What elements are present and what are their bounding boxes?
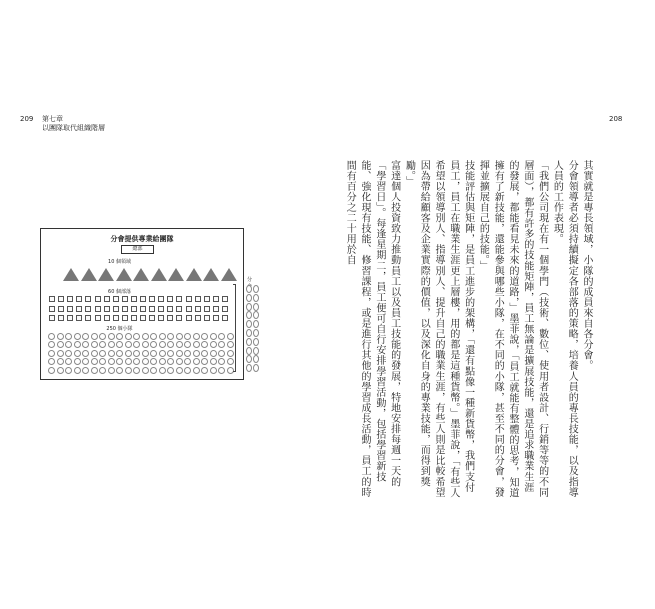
squad-circle — [176, 333, 183, 340]
squad-circle — [167, 350, 174, 357]
tribe-square — [58, 296, 64, 302]
tribe-square — [131, 296, 137, 302]
squad-circle — [91, 358, 98, 365]
squad-circle — [142, 333, 149, 340]
domain-triangle — [186, 268, 202, 281]
squad-circle — [184, 341, 191, 348]
squad-circle — [150, 350, 157, 357]
tribe-square — [131, 306, 137, 312]
squad-circle — [218, 358, 225, 365]
tribe-square — [49, 306, 55, 312]
squad-circle — [108, 341, 115, 348]
body-paragraph: 技能評估與矩陣，是員工進步的架構，「還有點像一種新貨幣，我們支付員工，員工在職業生涯更上層樓，用的都是這種貨幣。」墨菲說，「有些人希望以領導別人、指導別人、提升自己的職業生涯，有些人則是比較希望因為帶給顧客及企業實際的價值，以及深化自身的專業技能，而得到獎勵。」 — [403, 160, 474, 499]
squad-circle — [142, 341, 149, 348]
squad-circle — [116, 333, 123, 340]
squad-circle — [142, 350, 149, 357]
chapters-label: 分 — [247, 277, 253, 283]
body-paragraph: 「我們公司現在有一個學門（技術、數位、使用者設計、行銷等等的不同層面），都有許多的技能矩陣，員工無論是擴展技能，還是追求職業生涯的發展，都能看見未來的道路，」墨菲說，「員工就能有整體的思考，知道擁有了新技能，還能參與哪些小隊，在不同的小隊，甚至不同的分會，發揮並擴展自己的技能。」 — [477, 160, 548, 499]
chapter-oval — [253, 329, 259, 337]
tribe-square — [158, 296, 164, 302]
tribe-square — [149, 296, 155, 302]
tribe-square — [204, 306, 210, 312]
squad-circle — [184, 367, 191, 374]
squad-circle — [210, 333, 217, 340]
tribe-square — [149, 315, 155, 321]
tribe-square — [85, 296, 91, 302]
chapter-oval — [253, 347, 259, 355]
chapters-column — [246, 285, 260, 373]
squad-circle — [176, 341, 183, 348]
squad-circle — [176, 358, 183, 365]
squad-circle — [125, 367, 132, 374]
squad-circle — [99, 341, 106, 348]
squad-circle — [48, 350, 55, 357]
squad-circle — [150, 333, 157, 340]
squad-circle — [57, 367, 64, 374]
squad-circle — [57, 341, 64, 348]
squad-circle — [201, 350, 208, 357]
diagram-title: 分會提供專業給團隊 — [110, 235, 174, 243]
domain-triangle — [81, 268, 97, 281]
domain-triangle — [221, 268, 237, 281]
tribe-square — [195, 315, 201, 321]
squad-circle — [116, 358, 123, 365]
squad-circle — [218, 333, 225, 340]
squad-circle — [57, 358, 64, 365]
chapter-oval — [253, 355, 259, 363]
squad-circle — [91, 350, 98, 357]
squad-circle — [201, 367, 208, 374]
squad-circle — [116, 350, 123, 357]
domain-triangle — [168, 268, 184, 281]
tribe-square — [167, 315, 173, 321]
body-paragraph: 富達個人投資致力推動員工以及員工技能的發展，特地安排每週一天的「學習日」。每逢星期二，員工便可自行安排學習活動，包括學習新技能、強化現有技能、修習課程，或是進行其他的學習成長活動，員工的時間有百分之二十用於自 — [344, 160, 400, 498]
squad-circle — [82, 341, 89, 348]
squad-circle — [150, 367, 157, 374]
squad-circle — [74, 341, 81, 348]
squad-circle — [125, 350, 132, 357]
squad-circle — [82, 333, 89, 340]
tribe-square — [49, 296, 55, 302]
chapter-oval — [253, 285, 259, 293]
chapter-oval — [246, 285, 252, 293]
chapter-oval — [246, 364, 252, 372]
tribe-square — [222, 296, 228, 302]
tribe-square — [140, 306, 146, 312]
tribe-square — [95, 306, 101, 312]
tribe-square — [76, 315, 82, 321]
squad-circle — [99, 358, 106, 365]
tribe-square — [222, 315, 228, 321]
squad-circle — [210, 350, 217, 357]
tribe-square — [131, 315, 137, 321]
squads-grid — [48, 333, 236, 375]
tribe-square — [176, 306, 182, 312]
tribe-square — [167, 306, 173, 312]
squad-circle — [133, 358, 140, 365]
domain-triangle — [133, 268, 149, 281]
squad-circle — [82, 358, 89, 365]
chapter-oval — [253, 311, 259, 319]
squads-label: 250 個小隊 — [106, 326, 133, 332]
tribe-square — [95, 296, 101, 302]
tribe-square — [167, 296, 173, 302]
tribe-square — [176, 296, 182, 302]
tribe-square — [213, 315, 219, 321]
squad-circle — [167, 341, 174, 348]
tribe-square — [213, 296, 219, 302]
domain-triangle — [203, 268, 219, 281]
squad-circle — [91, 333, 98, 340]
chapter-oval — [253, 364, 259, 372]
chapter-oval — [246, 303, 252, 311]
body-paragraph: 其實就是專長領域，小隊的成員來自各分會。 — [581, 160, 592, 371]
squad-circle — [82, 350, 89, 357]
body-text — [344, 160, 593, 500]
squad-circle — [57, 333, 64, 340]
domain-triangle — [151, 268, 167, 281]
squad-circle — [133, 341, 140, 348]
tribe-square — [186, 306, 192, 312]
tribe-square — [186, 315, 192, 321]
tribe-square — [85, 315, 91, 321]
chapter-oval — [253, 294, 259, 302]
tribe-square — [104, 306, 110, 312]
tribe-square — [76, 296, 82, 302]
squad-circle — [125, 341, 132, 348]
domain-triangle — [116, 268, 132, 281]
tribe-square — [58, 315, 64, 321]
squad-circle — [150, 341, 157, 348]
tribe-square — [195, 306, 201, 312]
domain-triangle — [63, 268, 79, 281]
squad-circle — [65, 367, 72, 374]
squad-circle — [159, 341, 166, 348]
squad-circle — [108, 350, 115, 357]
squad-circle — [133, 350, 140, 357]
squad-circle — [65, 333, 72, 340]
squad-circle — [48, 358, 55, 365]
chapter-oval — [253, 338, 259, 346]
chapter-subtitle: 以團隊取代組織階層 — [42, 124, 105, 132]
domain-triangle — [98, 268, 114, 281]
organization-diagram — [40, 228, 253, 380]
tribe-square — [195, 296, 201, 302]
squad-circle — [176, 367, 183, 374]
squad-circle — [167, 367, 174, 374]
squad-circle — [116, 341, 123, 348]
squad-circle — [91, 367, 98, 374]
tribe-square — [186, 296, 192, 302]
tribe-square — [76, 306, 82, 312]
chapter-oval — [253, 320, 259, 328]
squad-circle — [48, 367, 55, 374]
chapter-brace — [233, 284, 236, 372]
squad-circle — [193, 367, 200, 374]
squad-circle — [74, 333, 81, 340]
squad-circle — [65, 341, 72, 348]
squad-circle — [99, 333, 106, 340]
squad-circle — [82, 367, 89, 374]
squad-circle — [193, 341, 200, 348]
squad-circle — [210, 358, 217, 365]
squad-circle — [184, 350, 191, 357]
squad-circle — [193, 333, 200, 340]
squad-circle — [91, 341, 98, 348]
tribe-square — [140, 315, 146, 321]
squad-circle — [99, 350, 106, 357]
body-paragraph: 分會領導者必須持續擬定各部落的策略，培養人員的專長技能，以及指導人員的工作表現。 — [551, 160, 578, 498]
tribe-square — [122, 306, 128, 312]
squad-circle — [210, 341, 217, 348]
squad-circle — [48, 333, 55, 340]
tribe-square — [104, 296, 110, 302]
squad-circle — [218, 367, 225, 374]
tribe-square — [204, 315, 210, 321]
tribe-square — [113, 306, 119, 312]
tribe-square — [176, 315, 182, 321]
squad-circle — [108, 367, 115, 374]
squad-circle — [193, 358, 200, 365]
squad-circle — [142, 358, 149, 365]
chapter-oval — [246, 347, 252, 355]
tribe-square — [122, 296, 128, 302]
tribe-square — [67, 296, 73, 302]
tribe-square — [85, 306, 91, 312]
squad-circle — [159, 350, 166, 357]
tribe-square — [49, 315, 55, 321]
squad-circle — [201, 341, 208, 348]
chapter-oval — [253, 303, 259, 311]
chapter-oval — [246, 320, 252, 328]
chapter-oval — [246, 311, 252, 319]
domains-row — [63, 268, 237, 281]
tribe-square — [158, 315, 164, 321]
headquarters-box: 總部 — [121, 245, 154, 254]
squad-circle — [201, 358, 208, 365]
tribe-square — [149, 306, 155, 312]
squad-circle — [142, 367, 149, 374]
squad-circle — [150, 358, 157, 365]
squad-circle — [125, 333, 132, 340]
tribe-square — [140, 296, 146, 302]
domains-label: 10 個領域 — [108, 259, 131, 265]
squad-circle — [108, 358, 115, 365]
squad-circle — [159, 358, 166, 365]
squad-circle — [184, 358, 191, 365]
squad-circle — [65, 358, 72, 365]
squad-circle — [184, 333, 191, 340]
chapter-oval — [246, 294, 252, 302]
squad-circle — [125, 358, 132, 365]
squad-circle — [159, 367, 166, 374]
tribe-square — [213, 306, 219, 312]
chapter-oval — [246, 338, 252, 346]
squad-circle — [74, 367, 81, 374]
squad-circle — [218, 350, 225, 357]
tribe-square — [113, 315, 119, 321]
squad-circle — [133, 367, 140, 374]
right-page-number: 208 — [609, 115, 623, 123]
squad-circle — [193, 350, 200, 357]
tribe-square — [222, 306, 228, 312]
tribe-square — [158, 306, 164, 312]
tribe-square — [122, 315, 128, 321]
squad-circle — [210, 367, 217, 374]
chapter-oval — [246, 329, 252, 337]
squad-circle — [99, 367, 106, 374]
squad-circle — [116, 367, 123, 374]
tribes-label: 60 個部落 — [108, 289, 131, 295]
squad-circle — [108, 333, 115, 340]
tribe-square — [95, 315, 101, 321]
squad-circle — [201, 333, 208, 340]
squad-circle — [159, 333, 166, 340]
left-page-number: 209 — [20, 115, 34, 123]
squad-circle — [74, 358, 81, 365]
chapter-oval — [246, 355, 252, 363]
squad-circle — [176, 350, 183, 357]
squad-circle — [48, 341, 55, 348]
tribe-square — [67, 306, 73, 312]
squad-circle — [133, 333, 140, 340]
tribe-square — [113, 296, 119, 302]
chapter-title: 第七章 — [42, 115, 63, 123]
tribe-square — [204, 296, 210, 302]
squad-circle — [57, 350, 64, 357]
tribes-grid — [49, 296, 231, 324]
tribe-square — [67, 315, 73, 321]
squad-circle — [218, 341, 225, 348]
tribe-square — [58, 306, 64, 312]
squad-circle — [74, 350, 81, 357]
tribe-square — [104, 315, 110, 321]
squad-circle — [65, 350, 72, 357]
squad-circle — [167, 333, 174, 340]
squad-circle — [167, 358, 174, 365]
